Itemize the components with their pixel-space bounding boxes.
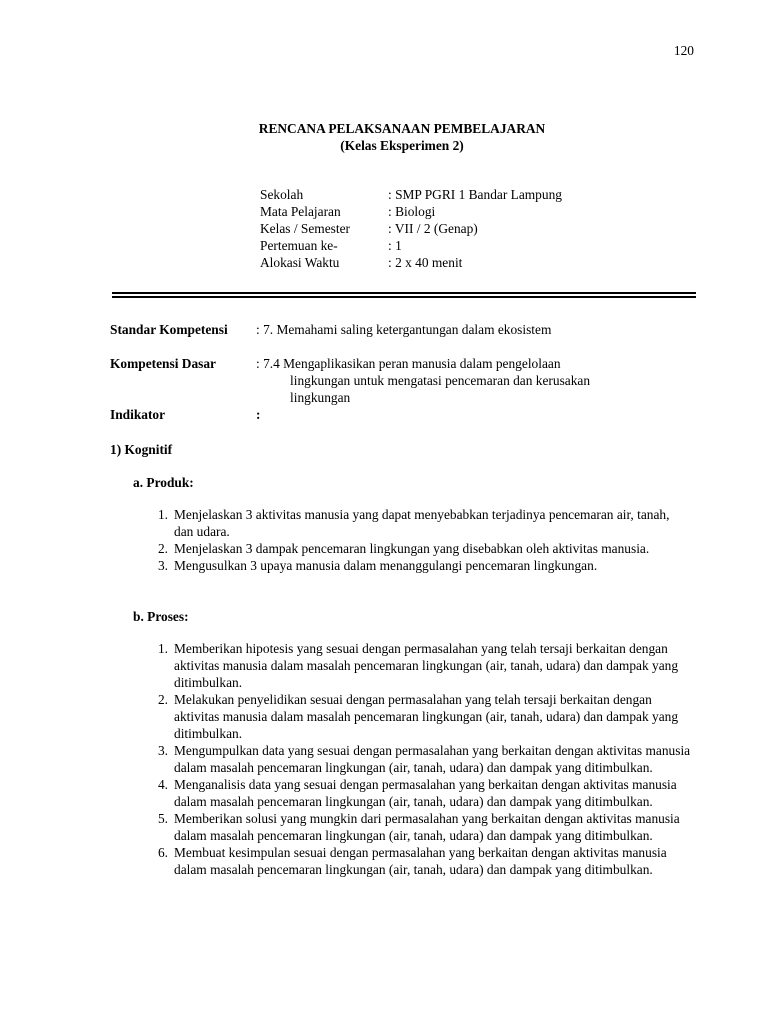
info-label: Mata Pelajaran: [260, 204, 341, 219]
info-value: : Biologi: [388, 204, 436, 219]
list-item: 3. Mengusulkan 3 upaya manusia dalam menanggulangi pencemaran lingkungan.: [157, 558, 598, 573]
list-item: 4. Menganalisis data yang sesuai dengan permasalahan yang berkaitan dengan aktivitas manusia dalam masalah pencemaran lingkungan (air, tanah, udara) dan dampak yang ditimbulkan.: [157, 777, 677, 809]
section-heading-produk: a. Produk:: [133, 475, 194, 490]
list-item: 1. Menjelaskan 3 aktivitas manusia yang dapat menyebabkan terjadinya pencemaran air, tanah, dan udara.: [157, 507, 670, 539]
info-label: Kelas / Semester: [260, 221, 350, 236]
list-item: 6. Membuat kesimpulan sesuai dengan permasalahan yang berkaitan dengan aktivitas manusia dalam masalah pencemaran lingkungan (air, tanah, udara) dan dampak yang ditimbulkan.: [157, 845, 667, 877]
section-heading-kognitif: 1) Kognitif: [110, 442, 173, 457]
kompetensi-dasar-row: [110, 355, 710, 406]
info-value: : VII / 2 (Genap): [388, 221, 478, 236]
info-row-alokasi-waktu: [260, 254, 562, 271]
indikator-colon: :: [256, 407, 261, 422]
info-label: Pertemuan ke-: [260, 238, 338, 253]
info-row-sekolah: [260, 186, 562, 203]
info-label: Sekolah: [260, 187, 304, 202]
standar-kompetensi-row: [110, 321, 710, 338]
kompetensi-dasar-line-2: lingkungan untuk mengatasi pencemaran dan kerusakan: [290, 373, 591, 388]
list-item: 2. Menjelaskan 3 dampak pencemaran lingkungan yang disebabkan oleh aktivitas manusia.: [157, 541, 650, 556]
section-heading-proses: b. Proses:: [133, 609, 189, 624]
produk-list: [148, 506, 688, 574]
list-item: 5. Memberikan solusi yang mungkin dari permasalahan yang berkaitan dengan aktivitas manusia dalam masalah pencemaran lingkungan (air, tanah, udara) dan dampak yang ditimbulkan.: [157, 811, 680, 843]
indikator-row: [110, 406, 710, 423]
kompetensi-dasar-label: Kompetensi Dasar: [110, 356, 217, 371]
divider-line-bottom: [112, 296, 696, 298]
identity-table: [260, 186, 562, 271]
document-title: [0, 120, 768, 154]
list-item: 1. Memberikan hipotesis yang sesuai dengan permasalahan yang telah tersaji berkaitan dengan aktivitas manusia dalam masalah pencemaran lingkungan (air, tanah, udara) dan dampak yang ditimbulkan.: [157, 641, 679, 690]
list-item: 3. Mengumpulkan data yang sesuai dengan permasalahan yang berkaitan dengan aktivitas manusia dalam masalah pencemaran lingkungan (air, tanah, udara) dan dampak yang ditimbulkan.: [157, 743, 691, 775]
info-value: : 2 x 40 menit: [388, 255, 463, 270]
title-sub: (Kelas Eksperimen 2): [340, 138, 464, 153]
kompetensi-dasar-value: [256, 355, 710, 406]
info-row-pertemuan: [260, 237, 562, 254]
standar-kompetensi-value: : 7. Memahami saling ketergantungan dalam ekosistem: [256, 322, 552, 337]
list-item: 2. Melakukan penyelidikan sesuai dengan permasalahan yang telah tersaji berkaitan dengan aktivitas manusia dalam masalah pencemaran lingkungan (air, tanah, udara) dan dampak yang ditimbulkan.: [157, 692, 679, 741]
info-value: : SMP PGRI 1 Bandar Lampung: [388, 187, 562, 202]
divider-line-top: [112, 292, 696, 294]
standar-kompetensi-label: Standar Kompetensi: [110, 322, 228, 337]
info-value: : 1: [388, 238, 402, 253]
page-number: 120: [673, 43, 694, 58]
kompetensi-dasar-line-1: : 7.4 Mengaplikasikan peran manusia dalam pengelolaan: [256, 356, 561, 371]
info-row-kelas-semester: [260, 220, 562, 237]
indikator-label: Indikator: [110, 407, 166, 422]
kompetensi-dasar-line-3: lingkungan: [290, 390, 351, 405]
proses-list: [148, 640, 693, 878]
title-main: RENCANA PELAKSANAAN PEMBELAJARAN: [258, 121, 546, 136]
info-label: Alokasi Waktu: [260, 255, 340, 270]
info-row-mata-pelajaran: [260, 203, 562, 220]
